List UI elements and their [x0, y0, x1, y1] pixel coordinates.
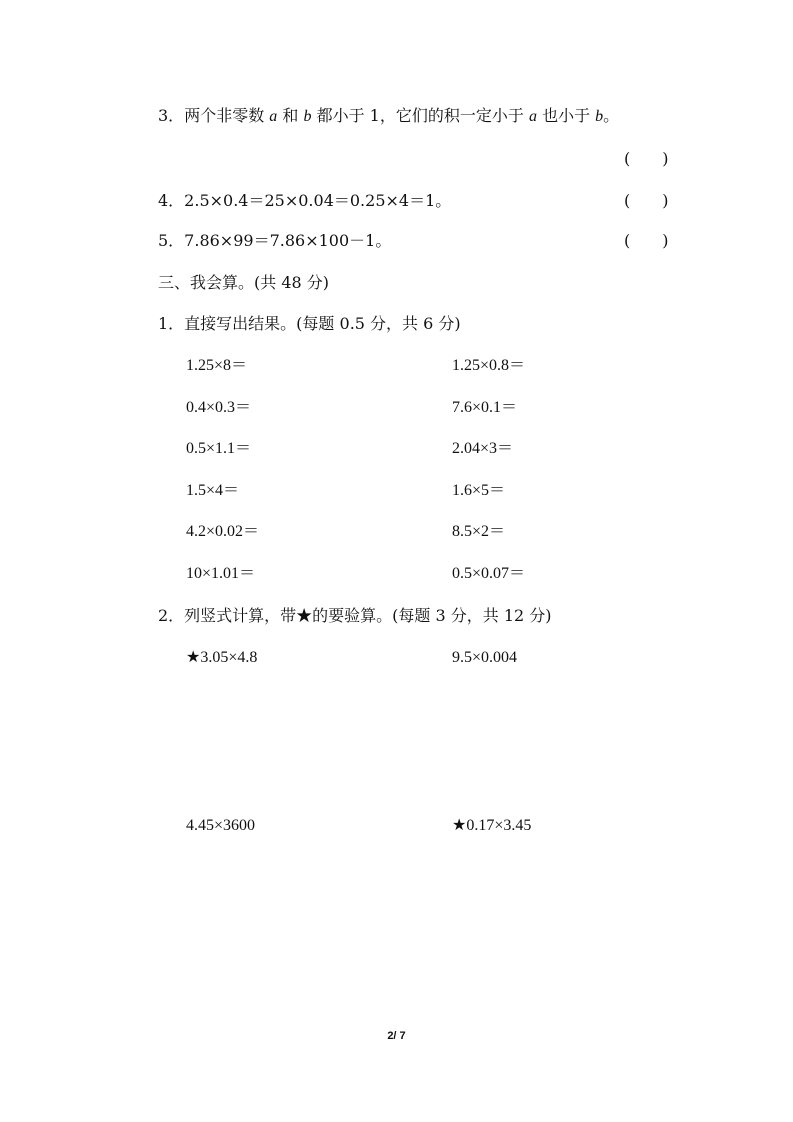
calc-item: 7.6×0.1＝ — [452, 399, 518, 416]
vertical-calc-item: ★3.05×4.8 — [186, 649, 258, 666]
calc-item: 2.04×3＝ — [452, 440, 514, 457]
vertical-calc-item: ★0.17×3.45 — [452, 817, 532, 834]
question-4-answer-blank[interactable]: ( ) — [624, 191, 669, 210]
question-4: 4．2.5×0.4＝25×0.04＝0.25×4＝1。 — [158, 191, 452, 210]
question-3-number: 3． — [158, 106, 185, 125]
section-3-title: 三、我会算。(共 48 分) — [158, 273, 330, 292]
variable-a-2: a — [528, 108, 537, 125]
part-1-title: 1．直接写出结果。(每题 0.5 分，共 6 分) — [158, 314, 461, 333]
question-3-text-4: 也小于 — [542, 106, 591, 125]
calc-item: 0.4×0.3＝ — [186, 399, 252, 416]
calc-item: 0.5×1.1＝ — [186, 440, 252, 457]
question-5: 5．7.86×99＝7.86×100－1。 — [158, 231, 392, 250]
calc-item: 1.5×4＝ — [186, 482, 240, 499]
page-number: 2/ 7 — [387, 1030, 406, 1042]
calc-item: 0.5×0.07＝ — [452, 565, 526, 582]
variable-a: a — [269, 108, 278, 125]
vertical-calc-item: 4.45×3600 — [186, 817, 256, 834]
part-2-title: 2．列竖式计算，带★的要验算。(每题 3 分，共 12 分) — [158, 606, 552, 625]
calc-item: 8.5×2＝ — [452, 523, 506, 540]
question-3-answer-blank[interactable]: ( ) — [624, 149, 669, 168]
question-3 — [158, 108, 619, 125]
question-3-text-3: 都小于 1，它们的积一定小于 — [316, 106, 524, 125]
variable-b: b — [303, 108, 312, 125]
question-3-text-2: 和 — [282, 106, 299, 125]
calc-item: 1.6×5＝ — [452, 482, 506, 499]
question-3-text-1: 两个非零数 — [184, 106, 265, 125]
calc-item: 1.25×0.8＝ — [452, 357, 526, 374]
calc-item: 1.25×8＝ — [186, 357, 248, 374]
calc-item: 10×1.01＝ — [186, 565, 256, 582]
variable-b-2: b — [595, 108, 604, 125]
vertical-calc-item: 9.5×0.004 — [452, 649, 518, 666]
calc-item: 4.2×0.02＝ — [186, 523, 260, 540]
question-3-text-5: 。 — [603, 106, 620, 125]
question-5-answer-blank[interactable]: ( ) — [624, 231, 669, 250]
